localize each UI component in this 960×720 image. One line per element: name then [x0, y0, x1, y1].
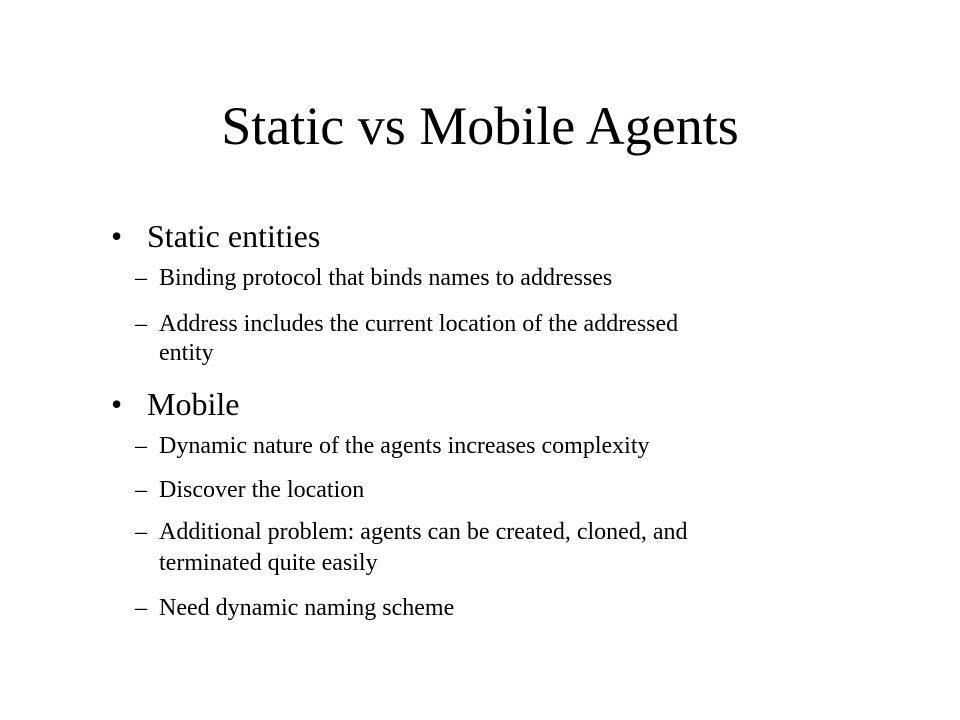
sub-bullet-text: Additional problem: agents can be created, cloned, and [159, 519, 688, 545]
slide-title: Static vs Mobile Agents [221, 96, 739, 156]
sub-bullet-text-continuation: terminated quite easily [159, 550, 378, 576]
sub-bullet-text: Discover the location [159, 477, 365, 503]
dash-icon: – [135, 477, 147, 503]
bullet-heading: Mobile [147, 386, 240, 422]
dash-icon: – [135, 519, 147, 545]
dash-icon: – [135, 433, 147, 459]
sub-bullet-text: Need dynamic naming scheme [159, 595, 455, 621]
sub-bullet-text-continuation: entity [159, 340, 214, 366]
dash-icon: – [135, 265, 147, 291]
bullet-heading: Static entities [147, 218, 321, 254]
bullet-icon: • [111, 386, 123, 422]
sub-bullet-text: Address includes the current location of the addressed [159, 311, 679, 337]
dash-icon: – [135, 311, 147, 337]
sub-bullet-text: Dynamic nature of the agents increases complexity [159, 433, 650, 459]
bullet-icon: • [111, 218, 123, 254]
dash-icon: – [135, 595, 147, 621]
sub-bullet-text: Binding protocol that binds names to addresses [159, 265, 613, 291]
